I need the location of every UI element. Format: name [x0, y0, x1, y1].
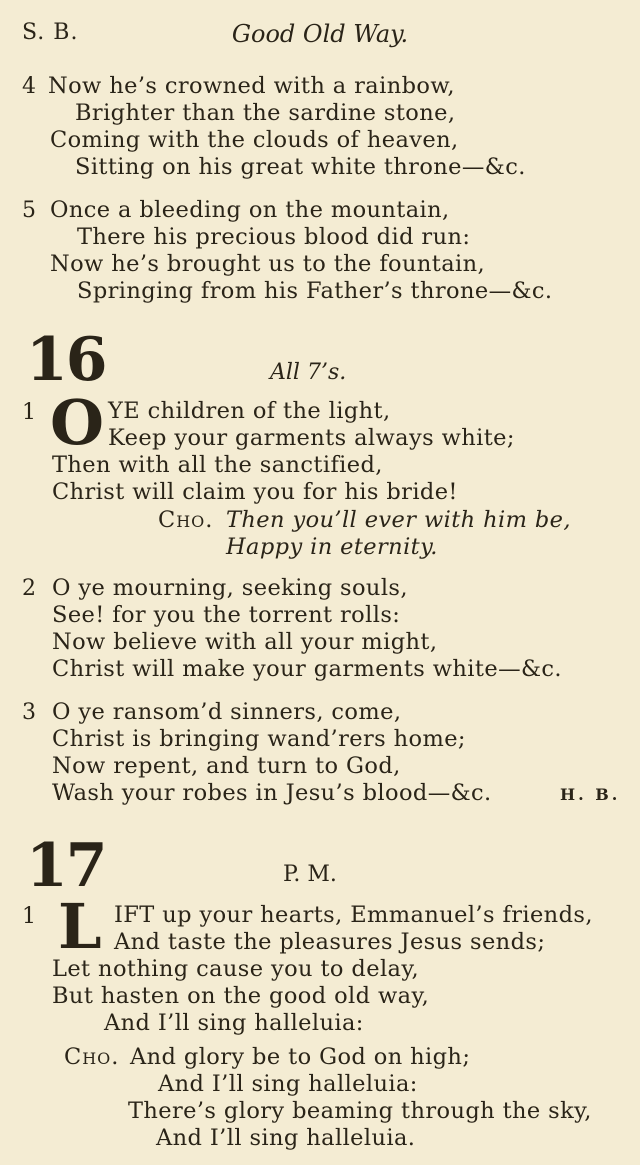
- drop-cap: L: [58, 890, 102, 963]
- verse-line: Now believe with all your might,: [52, 629, 438, 655]
- verse-number: 3: [22, 700, 36, 725]
- verse-line: Christ is bringing wand’rers home;: [52, 726, 466, 752]
- verse-line: And I’ll sing halleluia:: [104, 1010, 364, 1036]
- verse-line: Keep your garments always white;: [108, 425, 515, 451]
- verse-number: 5: [22, 198, 36, 223]
- verse-line: Let nothing cause you to delay,: [52, 956, 420, 982]
- chorus-line: There’s glory beaming through the sky,: [128, 1098, 592, 1124]
- hymn-meter: P. M.: [283, 862, 337, 887]
- chorus-label: Cho.: [158, 507, 214, 533]
- verse-line: Coming with the clouds of heaven,: [50, 127, 459, 153]
- section-initials: S. B.: [22, 20, 79, 45]
- verse-line: Christ will make your garments white—&c.: [52, 656, 562, 682]
- verse-line: IFT up your hearts, Emmanuel’s friends,: [114, 902, 593, 928]
- verse-line: But hasten on the good old way,: [52, 983, 430, 1009]
- verse-line: And taste the pleasures Jesus sends;: [114, 929, 546, 955]
- chorus-line: Happy in eternity.: [226, 534, 438, 560]
- verse-line: Now he’s brought us to the fountain,: [50, 251, 486, 277]
- verse-line: Christ will claim you for his bride!: [52, 479, 458, 505]
- verse-line: YE children of the light,: [108, 398, 391, 424]
- verse-line: See! for you the torrent rolls:: [52, 602, 401, 628]
- verse-line: Now repent, and turn to God,: [52, 753, 401, 779]
- verse-line: Springing from his Father’s throne—&c.: [77, 278, 553, 304]
- verse-line: Then with all the sanctified,: [52, 452, 383, 478]
- verse-line: O ye ransom’d sinners, come,: [52, 699, 402, 725]
- verse-number: 1: [22, 904, 36, 929]
- hymn-number: 17: [26, 831, 106, 901]
- author-initials: H. B.: [560, 785, 621, 804]
- verse-line: Brighter than the sardine stone,: [75, 100, 456, 126]
- chorus-line: And glory be to God on high;: [130, 1044, 471, 1070]
- verse-line: Once a bleeding on the mountain,: [50, 197, 450, 223]
- verse-line: O ye mourning, seeking souls,: [52, 575, 408, 601]
- verse-line: Sitting on his great white throne—&c.: [75, 154, 526, 180]
- chorus-line: Then you’ll ever with him be,: [226, 507, 571, 533]
- verse-line: Wash your robes in Jesu’s blood—&c.: [52, 780, 492, 806]
- hymn-meter: All 7’s.: [270, 360, 347, 385]
- chorus-line: And I’ll sing halleluia:: [158, 1071, 418, 1097]
- page-header: [22, 18, 618, 52]
- verse-number: 1: [22, 400, 36, 425]
- verse-number: 4: [22, 74, 36, 99]
- verse-line: Now he’s crowned with a rainbow,: [48, 73, 455, 99]
- drop-cap: O: [50, 386, 105, 459]
- running-title: Good Old Way.: [231, 20, 409, 48]
- verse-line: There his precious blood did run:: [77, 224, 471, 250]
- hymn-number: 16: [26, 325, 106, 395]
- verse-number: 2: [22, 576, 36, 601]
- chorus-line: And I’ll sing halleluia.: [156, 1125, 416, 1151]
- chorus-label: Cho.: [64, 1044, 120, 1070]
